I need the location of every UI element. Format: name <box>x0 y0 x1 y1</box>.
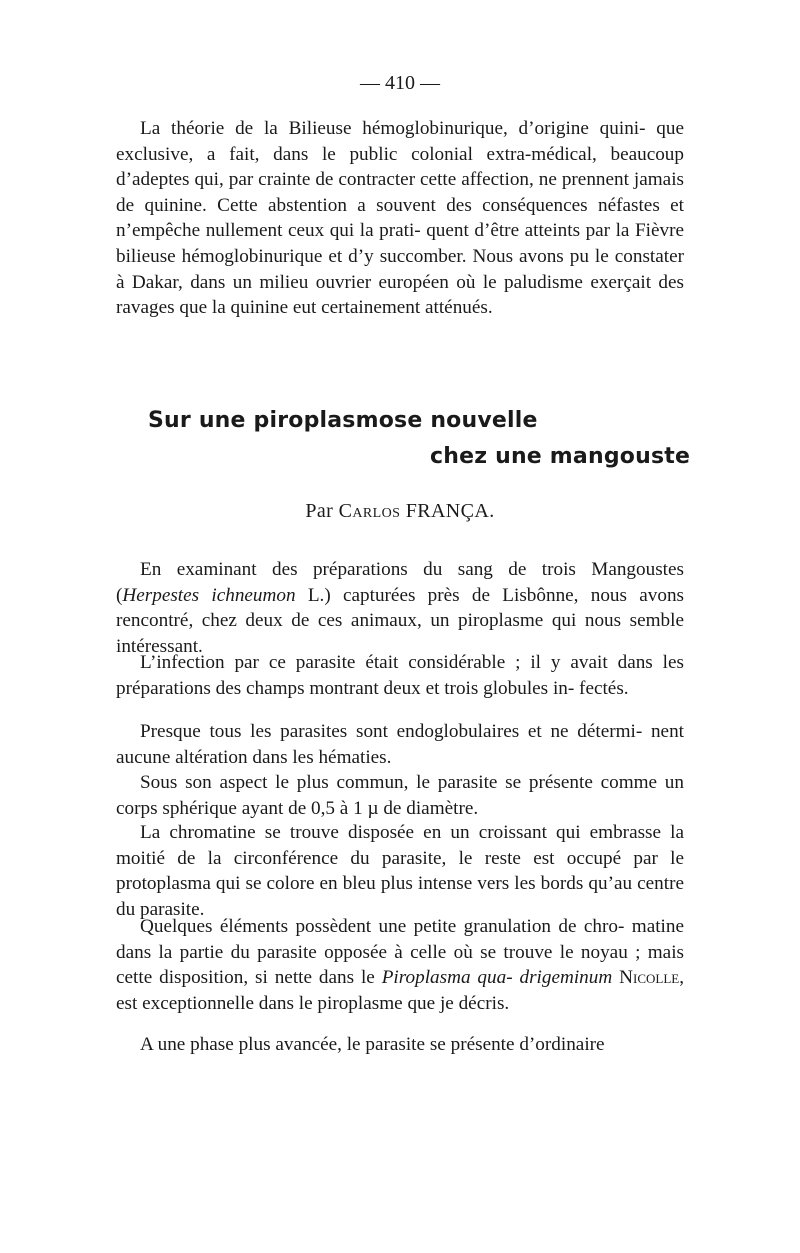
cited-author: Nicolle <box>619 967 680 989</box>
article-paragraph-1 <box>116 557 684 659</box>
article-paragraph-6 <box>116 914 684 1016</box>
piroplasma-species-name: Piroplasma qua- drigeminum <box>381 967 613 989</box>
p6-text-a: Quelques éléments possèdent une petite granulation de chro- matine dans la partie du parasite opposée à celle où se trouve le noyau ; mais cette disposition, si nette dans le <box>116 916 684 989</box>
author-last-name: FRANÇA. <box>405 500 495 522</box>
article-paragraph-4: Sous son aspect le plus commun, le parasite se présente comme un corps sphérique ayant de 0,5 à 1 µ de diamètre. <box>116 772 684 819</box>
p1-text-a: En examinant des préparations du sang de trois Mangoustes ( <box>116 559 684 606</box>
page-number: — 410 — <box>360 72 440 94</box>
author-first-name: Carlos <box>338 500 401 522</box>
article-paragraph-5: La chromatine se trouve disposée en un croissant qui embrasse la moitié de la circonférence du parasite, le reste est occupé par le protoplasma qui se colore en bleu plus intense vers les bords qu’au centre du parasite. <box>116 822 684 920</box>
article-paragraph-3: Presque tous les parasites sont endoglobulaires et ne détermi- nent aucune altération dans les hématies. <box>116 721 684 768</box>
p6-text-b: , est exceptionnelle dans le piroplasme que je décris. <box>116 967 685 1014</box>
article-paragraph-7: A une phase plus avancée, le parasite se présente d’ordinaire <box>140 1034 605 1055</box>
article-paragraph-2: L’infection par ce parasite était considérable ; il y avait dans les préparations des champs montrant deux et trois globules in- fectés. <box>116 652 684 699</box>
article-byline <box>0 500 800 523</box>
species-name: Herpestes ichneumon <box>122 584 296 606</box>
byline-prefix: Par <box>305 500 339 522</box>
article-title-line-2: chez une mangouste <box>430 444 691 469</box>
p1-text-b: L.) capturées près de Lisbônne, nous avons rencontré, chez deux de ces animaux, un piroplasme qui nous semble intéressant. <box>116 584 684 657</box>
previous-article-paragraph: La théorie de la Bilieuse hémoglobinurique, d’origine quini- que exclusive, a fait, dans le public colonial extra-médical, beaucoup d’adeptes qui, par crainte de contracter cette affection, ne prennent jamais de quinine. Cette abstention a souvent des conséquences néfastes et n’empêche nullement ceux qui la prati- quent d’être atteints par la Fièvre bilieuse hémoglobinurique et d’y succomber. Nous avons pu le constater à Dakar, dans un milieu ouvrier européen où le paludisme exerçait des ravages que la quinine eut certainement atténués. <box>116 118 684 319</box>
article-title-line-1: Sur une piroplasmose nouvelle <box>148 408 538 433</box>
